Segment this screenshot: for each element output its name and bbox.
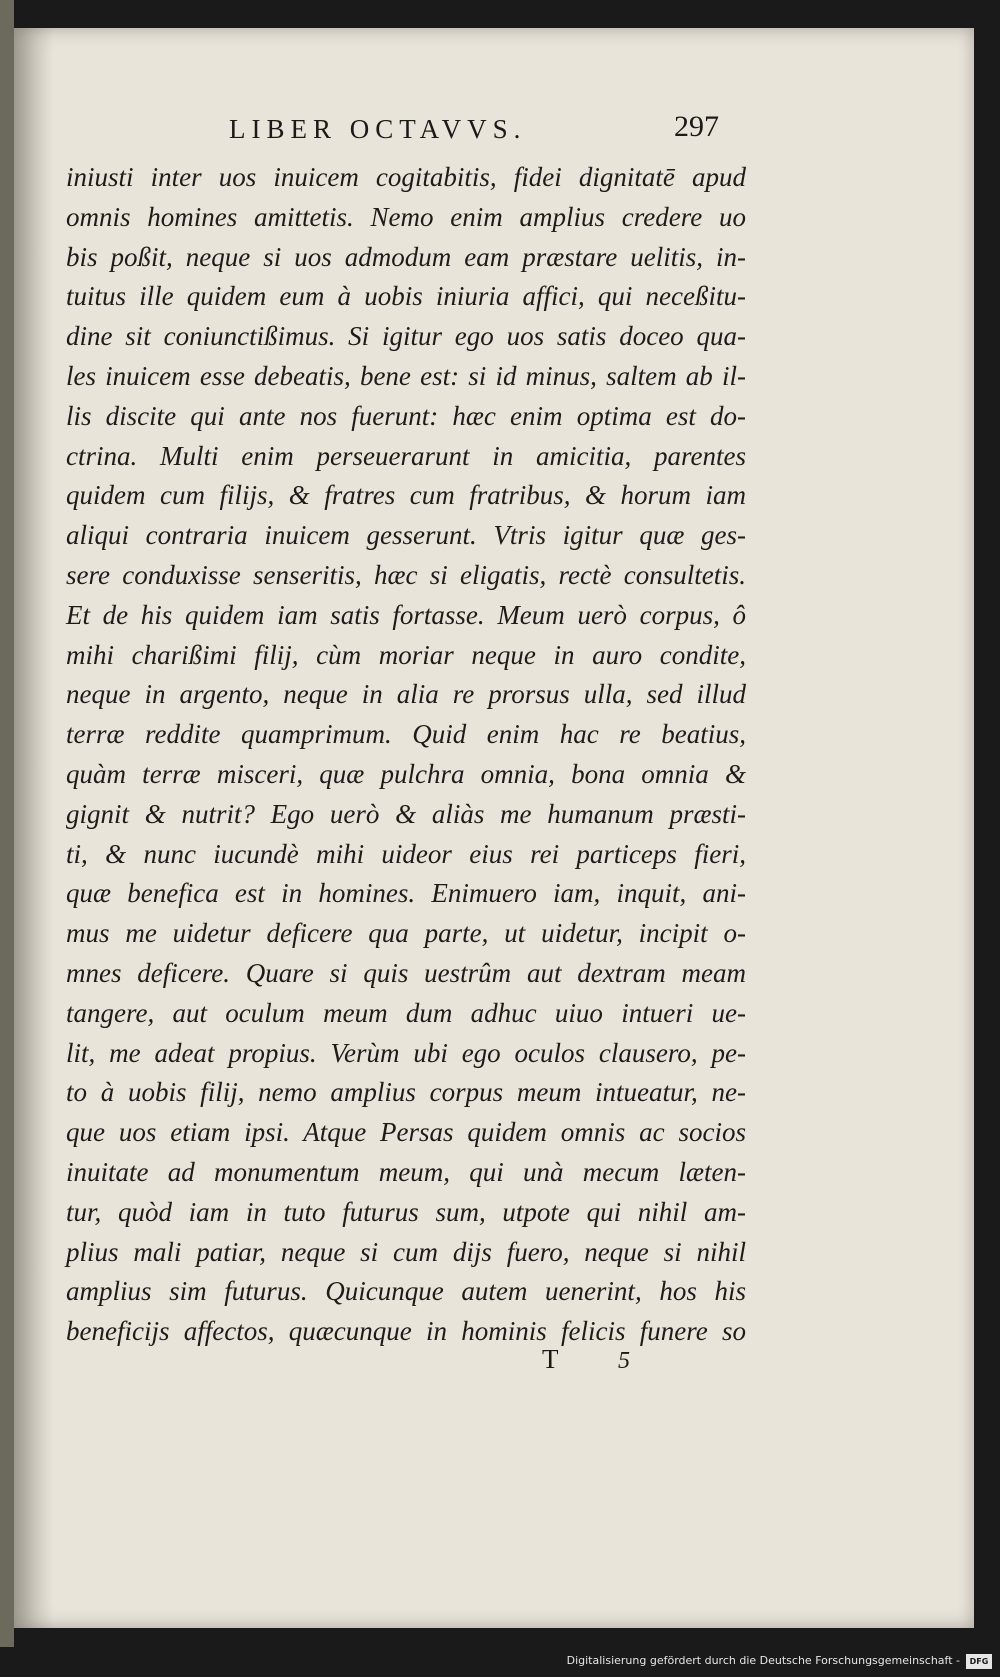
text-line: ctrina. Multi enim perseuerarunt in amicitia, parentes <box>66 440 746 471</box>
text-line: terræ reddite quamprimum. Quid enim hac re beatius, <box>66 719 746 750</box>
text-line: lit, me adeat propius. Verùm ubi ego oculos clausero, pe- <box>66 1037 746 1068</box>
text-line: quæ benefica est in homines. Enimuero iam, inquit, ani- <box>66 878 746 909</box>
text-line: iniusti inter uos inuicem cogitabitis, fidei dignitatē apud <box>66 162 746 192</box>
signature-letter: T <box>542 1344 559 1374</box>
text-line: amplius sim futurus. Quicunque autem uenerint, hos his <box>66 1276 746 1307</box>
page-number: 297 <box>674 110 719 143</box>
body-text <box>66 158 746 1352</box>
book-page <box>14 28 974 1628</box>
text-line: Et de his quidem iam satis fortasse. Meum uerò corpus, ô <box>66 599 746 630</box>
text-line: mihi charißimi filij, cùm moriar neque in auro condite, <box>66 639 746 670</box>
text-line: lis discite qui ante nos fuerunt: hæc enim optima est do- <box>66 400 746 431</box>
text-line: que uos etiam ipsi. Atque Persas quidem omnis ac socios <box>66 1117 746 1148</box>
text-line: omnis homines amittetis. Nemo enim amplius credere uo <box>66 201 746 232</box>
dfg-logo-icon: DFG <box>966 1654 992 1669</box>
text-line: tangere, aut oculum meum dum adhuc uiuo intueri ue- <box>66 997 746 1028</box>
page-header <box>14 108 974 158</box>
funding-credit: Digitalisierung gefördert durch die Deutsche Forschungsgemeinschaft - <box>566 1654 960 1667</box>
running-head: LIBER OCTAVVS. <box>229 114 527 144</box>
footer-bar <box>0 1647 1000 1677</box>
text-line: quidem cum filijs, & fratres cum fratribus, & horum iam <box>66 480 746 511</box>
scan-edge <box>0 0 14 1677</box>
text-line: plius mali patiar, neque si cum dijs fuero, neque si nihil <box>66 1236 746 1267</box>
text-line: mus me uidetur deficere qua parte, ut uidetur, incipit o- <box>66 918 746 949</box>
signature-number: 5 <box>618 1348 630 1374</box>
text-line: aliqui contraria inuicem gesserunt. Vtris igitur quæ ges- <box>66 520 746 551</box>
text-line: tur, quòd iam in tuto futurus sum, utpote qui nihil am- <box>66 1196 746 1227</box>
text-line: inuitate ad monumentum meum, qui unà mecum læten- <box>66 1156 746 1187</box>
text-line: tuitus ille quidem eum à uobis iniuria affici, qui neceßitu- <box>66 281 746 312</box>
text-line: ti, & nunc iucundè mihi uideor eius rei particeps fieri, <box>66 838 746 869</box>
text-line: beneficijs affectos, quæcunque in hominis felicis funere so <box>66 1316 746 1347</box>
text-line: to à uobis filij, nemo amplius corpus meum intueatur, ne- <box>66 1077 746 1108</box>
text-line: mnes deficere. Quare si quis uestrûm aut dextram meam <box>66 957 746 988</box>
text-line: dine sit coniunctißimus. Si igitur ego uos satis doceo qua- <box>66 321 746 352</box>
text-line: sere conduxisse senseritis, hæc si eligatis, rectè consultetis. <box>66 559 746 590</box>
text-line: quàm terræ misceri, quæ pulchra omnia, bona omnia & <box>66 758 746 789</box>
text-line: gignit & nutrit? Ego uerò & aliàs me humanum præsti- <box>66 798 746 829</box>
text-line: bis poßit, neque si uos admodum eam præstare uelitis, in- <box>66 241 746 272</box>
signature-mark <box>14 1344 974 1384</box>
text-line: les inuicem esse debeatis, bene est: si id minus, saltem ab il- <box>66 360 746 391</box>
text-line: neque in argento, neque in alia re prorsus ulla, sed illud <box>66 679 746 710</box>
